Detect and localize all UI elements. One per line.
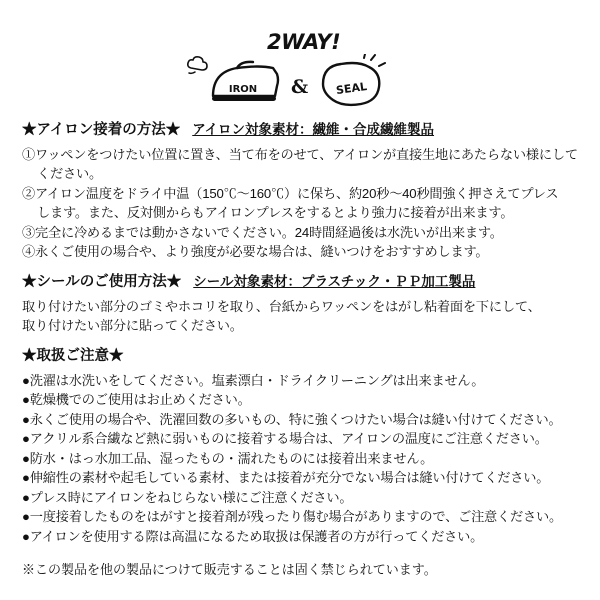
caution-line: ●アクリル系合繊など熱に弱いものに接着する場合は、アイロンの温度にご注意ください。 [22, 431, 548, 447]
instruction-content [0, 120, 600, 580]
footer-note: ※この製品を他の製品につけて販売することは固く禁じられています。 [22, 562, 437, 578]
caution-line: ●伸縮性の素材や起毛している素材、または接着が充分でない場合は縫い付けてください。 [22, 470, 550, 486]
section-handling-cautions [22, 346, 582, 547]
sparkle-icon [364, 54, 385, 66]
section-iron-adhesion [22, 120, 582, 262]
seal-icon [315, 54, 393, 114]
section-heading [22, 272, 582, 294]
instruction-line: ください。 [37, 166, 102, 182]
caution-line: ●乾燥機でのご使用はお止めください。 [22, 392, 251, 408]
twoway-title: 2WAY! [267, 30, 341, 54]
iron-icon [207, 56, 283, 108]
instruction-line: ②アイロン温度をドライ中温（150℃〜160℃）に保ち、約20秒〜40秒間強く押さえてプレス [22, 185, 559, 201]
instruction-line: します。また、反対側からもアイロンプレスをするとより強力に接着が出来ます。 [37, 205, 514, 221]
section-heading-text: ★取扱ご注意★ [22, 347, 124, 364]
section-seal-usage [22, 272, 582, 336]
caution-line: ●一度接着したものをはがすと接着剤が残ったり傷む場合がありますので、ご注意ください。 [22, 509, 562, 525]
instruction-line: ①ワッペンをつけたい位置に置き、当て布をのせて、アイロンが直接生地にあたらない様にして [22, 146, 578, 162]
section-subheading: シール対象素材：プラスチック・ＰＰ加工製品 [193, 273, 476, 289]
caution-line: ●アイロンを使用する際は高温になるため取扱は保護者の方が行ってください。 [22, 528, 484, 544]
section-heading [22, 120, 582, 142]
caution-line: ●洗濯は水洗いをしてください。塩素漂白・ドライクリーニングは出来ません。 [22, 372, 485, 388]
caution-line: ●プレス時にアイロンをねじらない様にご注意ください。 [22, 489, 353, 505]
section-subheading: アイロン対象素材：繊維・合成繊維製品 [192, 122, 435, 137]
instruction-line: ③完全に冷めるまでは動かさないでください。24時間経過後は水洗いが出来ます。 [22, 224, 503, 240]
header-logo-area [0, 0, 600, 120]
amp-separator: & [291, 76, 309, 98]
instruction-line: ④永くご使用の場合や、より強度が必要な場合は、縫いつけをおすすめします。 [22, 244, 489, 260]
section-heading-text: ★シールのご使用方法★ [22, 273, 182, 290]
caution-line: ●防水・はっ水加工品、湿ったもの・濡れたものには接着出来ません。 [22, 450, 434, 466]
section-heading-text: ★アイロン接着の方法★ [22, 122, 181, 138]
instruction-line: 取り付けたい部分のゴミやホコリを取り、台紙からワッペンをはがし粘着面を下にして、 [22, 298, 541, 314]
section-heading [22, 346, 582, 368]
svg-text:IRON: IRON [228, 84, 258, 95]
svg-text:SEAL: SEAL [335, 79, 368, 98]
instruction-line: 取り付けたい部分に貼ってください。 [22, 318, 243, 334]
caution-line: ●永くご使用の場合や、洗濯回数の多いもの、特に強くつけたい場合は縫い付けてください。 [22, 411, 562, 427]
